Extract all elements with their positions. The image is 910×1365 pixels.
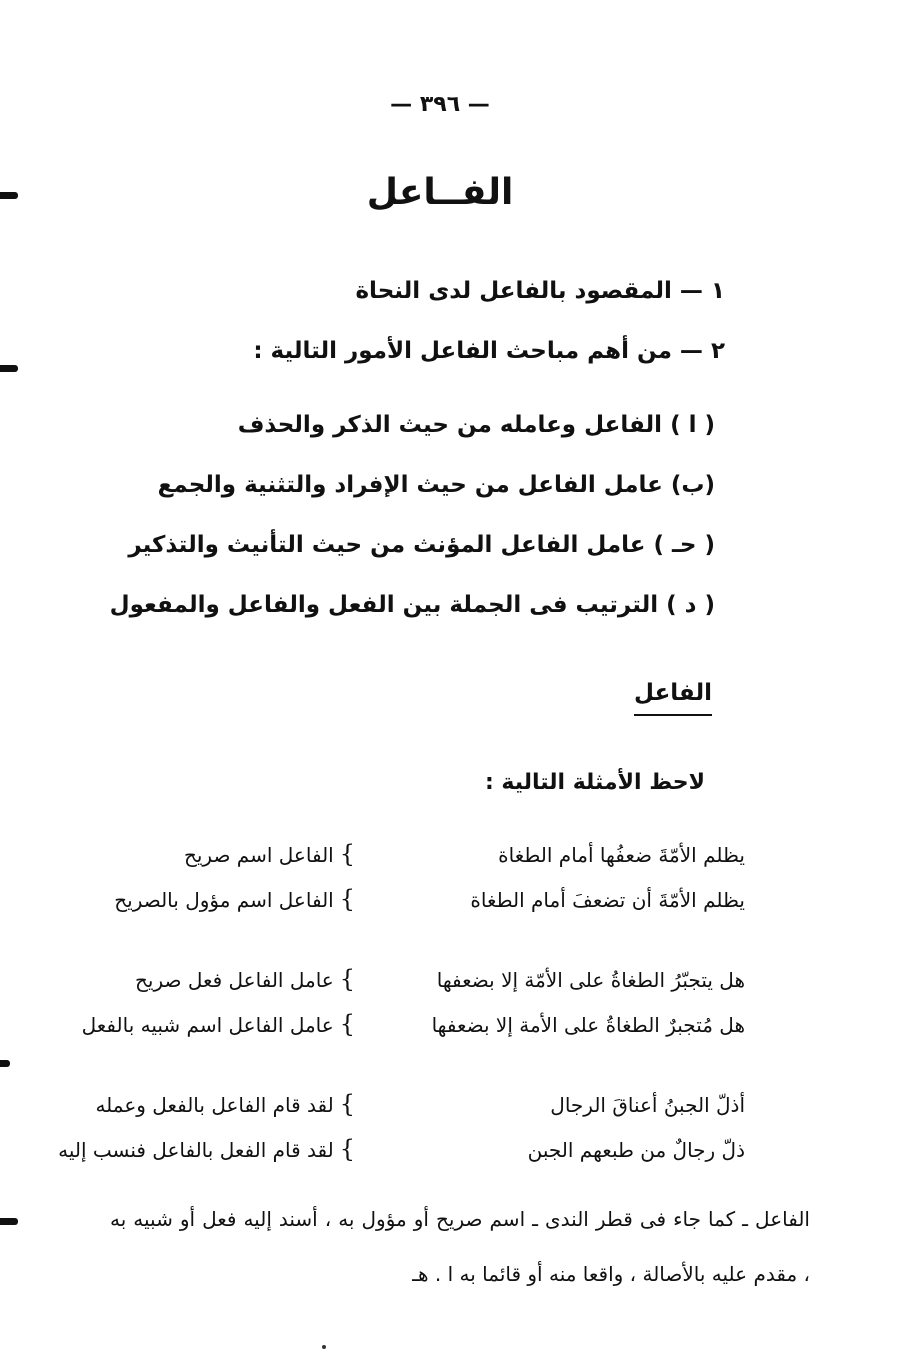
- sub-item-d: ( د ) الترتيب فى الجملة بين الفعل والفاعل والمفعول: [109, 592, 715, 618]
- example-note-text: عامل الفاعل اسم شبيه بالفعل: [81, 1013, 334, 1037]
- outline-item-1: ١ — المقصود بالفاعل لدى النحاة: [355, 278, 725, 304]
- example-note: [58, 1135, 355, 1163]
- example-sentence: أذلّ الجبنُ أعناقَ الرجال: [550, 1093, 745, 1117]
- brace-symbol: }: [339, 1010, 355, 1038]
- sub-item-a: ( ا ) الفاعل وعامله من حيث الذكر والحذف: [237, 412, 715, 438]
- brace-symbol: }: [339, 885, 355, 913]
- section-heading: الفاعل: [634, 680, 712, 716]
- example-note: [82, 1010, 355, 1038]
- example-note: [135, 965, 355, 993]
- example-note: [95, 1090, 355, 1118]
- example-note: [114, 885, 355, 913]
- brace-symbol: }: [339, 1135, 355, 1163]
- example-note-text: الفاعل اسم صريح: [183, 843, 334, 867]
- brace-symbol: }: [339, 1090, 355, 1118]
- outline-item-2: ٢ — من أهم مباحث الفاعل الأمور التالية :: [253, 338, 725, 364]
- example-note-text: لقد قام الفاعل بالفعل وعمله: [95, 1093, 334, 1117]
- example-note-text: لقد قام الفعل بالفاعل فنسب إليه: [58, 1138, 334, 1162]
- page-number: — ٣٩٦ —: [390, 92, 490, 117]
- example-note-text: الفاعل اسم مؤول بالصريح: [114, 888, 334, 912]
- margin-mark: [0, 365, 18, 372]
- margin-mark: [0, 1218, 18, 1225]
- brace-symbol: }: [339, 965, 355, 993]
- example-note: [184, 840, 355, 868]
- definition-paragraph: الفاعل ـ كما جاء فى قطر الندى ـ اسم صريح أو مؤول به ، أسند إليه فعل أو شبيه به ، مقدم عليه بالأصالة ، واقعا منه أو قائما به ا . هـ: [110, 1207, 810, 1286]
- examples-intro: لاحظ الأمثلة التالية :: [484, 770, 705, 795]
- example-sentence: ذلّ رجالٌ من طبعهم الجبن: [527, 1138, 745, 1162]
- sub-item-b: (ب) عامل الفاعل من حيث الإفراد والتثنية والجمع: [157, 472, 715, 498]
- sub-item-c: ( حـ ) عامل الفاعل المؤنث من حيث التأنيث والتذكير: [128, 532, 715, 558]
- example-note-text: عامل الفاعل فعل صريح: [134, 968, 334, 992]
- example-sentence: يظلم الأمّةَ أن تضعفَ أمام الطغاة: [470, 888, 745, 912]
- example-sentence: هل مُتجبرٌ الطغاةُ على الأمة إلا بضعفها: [431, 1013, 745, 1037]
- example-sentence: هل يتجبّرُ الطغاةُ على الأمّة إلا بضعفها: [436, 968, 745, 992]
- example-sentence: يظلم الأمّةَ ضعفُها أمام الطغاة: [498, 843, 745, 867]
- chapter-title: الفــاعل: [366, 172, 514, 213]
- brace-symbol: }: [339, 840, 355, 868]
- ink-dot: [322, 1345, 326, 1349]
- margin-mark: [0, 1060, 10, 1067]
